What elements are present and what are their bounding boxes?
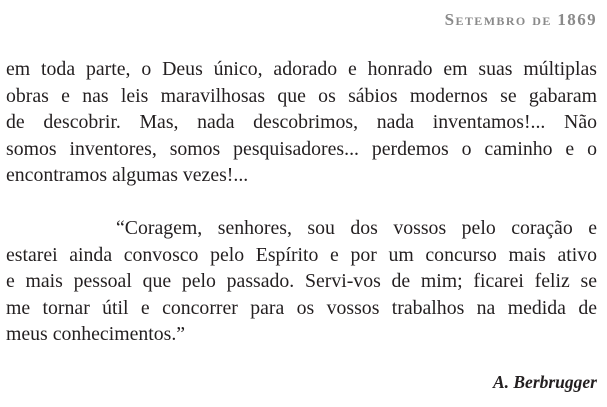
running-header: Setembro de 1869 [444,10,597,29]
paragraph-2-line: me tornar útil e concorrer para os vossos trabalhos na medida de [6,296,597,319]
paragraph-1 [6,56,597,189]
paragraph-2-line: estarei ainda convosco pelo Espírito e por um concurso mais ativo [6,243,597,266]
paragraph-1-line: obras e nas leis maravilhosas que os sábios modernos se gabaram [6,84,597,107]
signature: A. Berbrugger [492,372,597,392]
paragraph-1-line: encontramos algumas vezes!... [6,164,249,187]
paragraph-2-quote [6,215,597,348]
paragraph-2-line: meus conhecimentos.” [6,323,186,346]
paragraph-1-line: somos inventores, somos pesquisadores... perdemos o caminho e o [6,137,597,160]
paragraph-2-line: e mais pessoal que pelo passado. Servi-vos de mim; ficarei feliz se [6,270,597,293]
paragraph-2-line: “Coragem, senhores, sou dos vossos pelo coração e [116,217,597,239]
paragraph-1-line: de descobrir. Mas, nada descobrimos, nada inventamos!... Não [6,111,597,134]
paragraph-1-line: em toda parte, o Deus único, adorado e honrado em suas múltiplas [6,58,597,80]
